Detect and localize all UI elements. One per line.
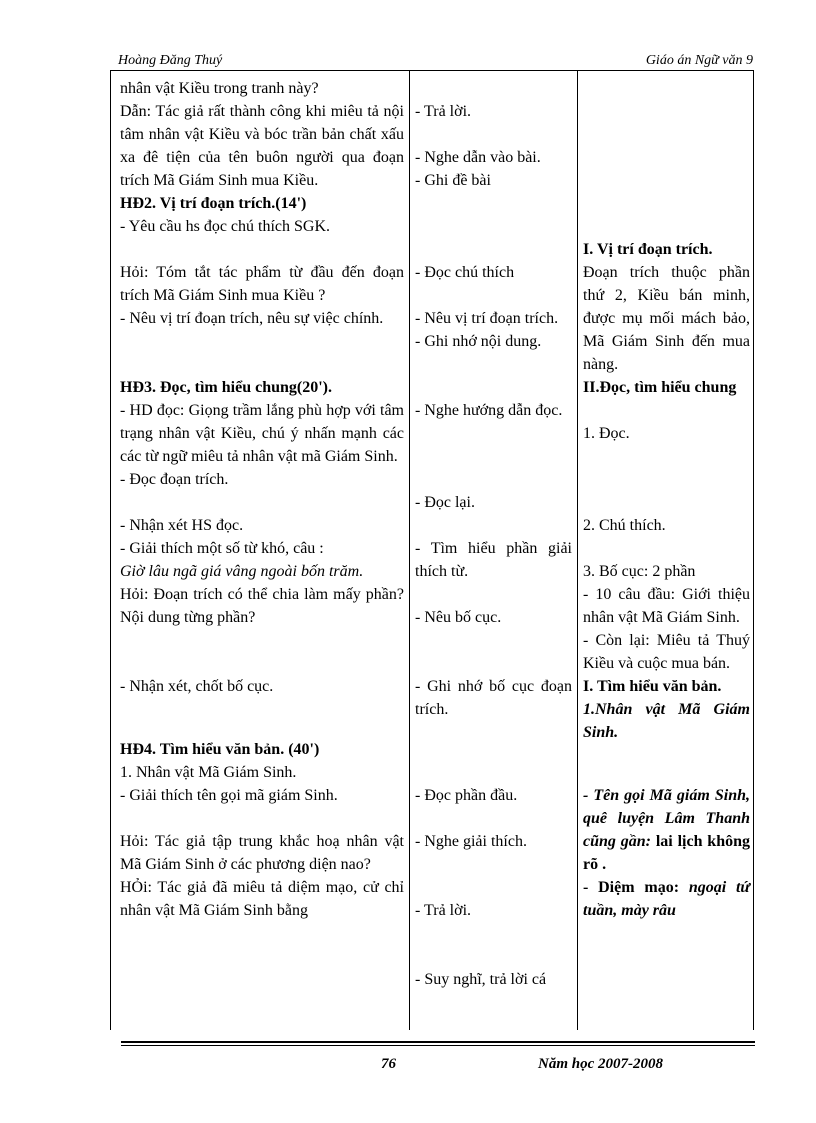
teacher-text: 1. Nhân vật Mã Giám Sinh. [120,764,297,781]
teacher-text: HỎi: Tác giả đã miêu tả diệm mạo, cử chỉ nhân vật Mã Giám Sinh bằng [120,879,404,919]
header-title: Giáo án Ngữ văn 9 [645,53,753,68]
student-text: - Ghi nhớ bố cục đoạn trích. [415,678,572,718]
student-text: - Ghi đề bài [415,172,491,189]
student-text: - Tìm hiểu phần giải thích từ. [415,540,572,580]
activity-heading: HĐ3. Đọc, tìm hiểu chung(20'). [120,379,332,396]
teacher-text: - Nhận xét, chốt bố cục. [120,678,274,695]
activity-heading: HĐ2. Vị trí đoạn trích.(14') [120,195,307,212]
section-heading: I. Vị trí đoạn trích. [583,241,713,258]
student-text: - Nêu vị trí đoạn trích. [415,310,559,327]
teacher-text: - Giải thích một số từ khó, câu : [120,540,324,557]
section-heading: II.Đọc, tìm hiểu chung [583,379,737,396]
teacher-text: nhân vật Kiều trong tranh này? [120,80,319,97]
content-column [583,77,750,922]
quoted-verse: Giờ lâu ngã giá vâng ngoài bốn trăm. [120,563,364,580]
teacher-text: Hỏi: Tác giả tập trung khắc hoạ nhân vật Mã Giám Sinh ở các phương diện nao? [120,833,404,873]
student-text: - Ghi nhớ nội dung. [415,333,542,350]
column-divider-2 [577,71,578,1030]
header-author: Hoàng Đăng Thuý [118,53,223,68]
teacher-column [120,77,404,922]
activity-heading: HĐ4. Tìm hiểu văn bản. (40') [120,741,320,758]
appearance-note: ngoại tứ tuần, mày râu [583,879,750,919]
student-text: - Nêu bố cục. [415,609,502,626]
student-text: - Nghe giải thích. [415,833,527,850]
student-text: - Nghe hướng dẫn đọc. [415,402,563,419]
content-text [583,876,750,922]
content-text: Đoạn trích thuộc phần thứ 2, Kiều bán minh, được mụ mối mách bảo, Mã Giám Sinh đến mua nàng. [583,264,750,373]
student-text: - Suy nghĩ, trả lời cá [415,971,547,988]
teacher-text: - Đọc đoạn trích. [120,471,229,488]
content-text: - 10 câu đầu: Giới thiệu nhân vật Mã Giám Sinh. [583,586,750,626]
student-text: - Trả lời. [415,103,472,120]
teacher-text: Hỏi: Tóm tắt tác phẩm từ đầu đến đoạn trích Mã Giám Sinh mua Kiều ? [120,264,404,304]
teacher-text: Hỏi: Đoạn trích có thể chia làm mấy phần? Nội dung từng phần? [120,586,404,626]
teacher-text: - Nêu vị trí đoạn trích, nêu sự việc chính. [120,310,384,327]
teacher-text: Dẫn: Tác giả rất thành công khi miêu tả nội tâm nhân vật Kiều và bóc trần bản chất xấu xa đê tiện của tên buôn người qua đoạn trích Mã Giám Sinh mua Kiều. [120,103,404,189]
content-text [583,784,750,876]
page-number: 76 [381,1056,396,1072]
lesson-table [110,70,754,1030]
background-note: lai lịch không rõ . [583,833,751,873]
teacher-text: - HD đọc: Giọng trầm lắng phù hợp với tâm trạng nhân vật Kiều, chú ý nhấn mạnh các các từ ngữ miêu tả nhân vật mã Giám Sinh. [120,402,404,465]
section-heading: I. Tìm hiểu văn bản. [583,678,722,695]
content-text: - Còn lại: Miêu tả Thuý Kiều và cuộc mua bán. [583,632,750,672]
footer-rule [121,1041,755,1043]
student-text: - Đọc phần đầu. [415,787,518,804]
content-text: 3. Bố cục: 2 phần [583,563,696,580]
school-year: Năm học 2007-2008 [538,1056,663,1072]
column-divider-1 [409,71,410,1030]
teacher-text: - Giải thích tên gọi mã giám Sinh. [120,787,338,804]
teacher-text: - Nhận xét HS đọc. [120,517,244,534]
appearance-label: - Diệm mạo: [583,879,680,896]
student-text: - Đọc chú thích [415,264,515,281]
teacher-text: - Yêu cầu hs đọc chú thích SGK. [120,218,331,235]
student-text: - Đọc lại. [415,494,475,511]
student-text: - Trả lời. [415,902,472,919]
subsection-heading: 1.Nhân vật Mã Giám Sinh. [583,701,750,741]
footer-rule [121,1045,755,1046]
name-note: - Tên gọi Mã giám Sinh, quê luyện Lâm Thanh cũng gần: [583,787,750,850]
content-text: 2. Chú thích. [583,517,666,534]
student-text: - Nghe dẫn vào bài. [415,149,541,166]
content-text: 1. Đọc. [583,425,630,442]
student-column [415,77,572,991]
